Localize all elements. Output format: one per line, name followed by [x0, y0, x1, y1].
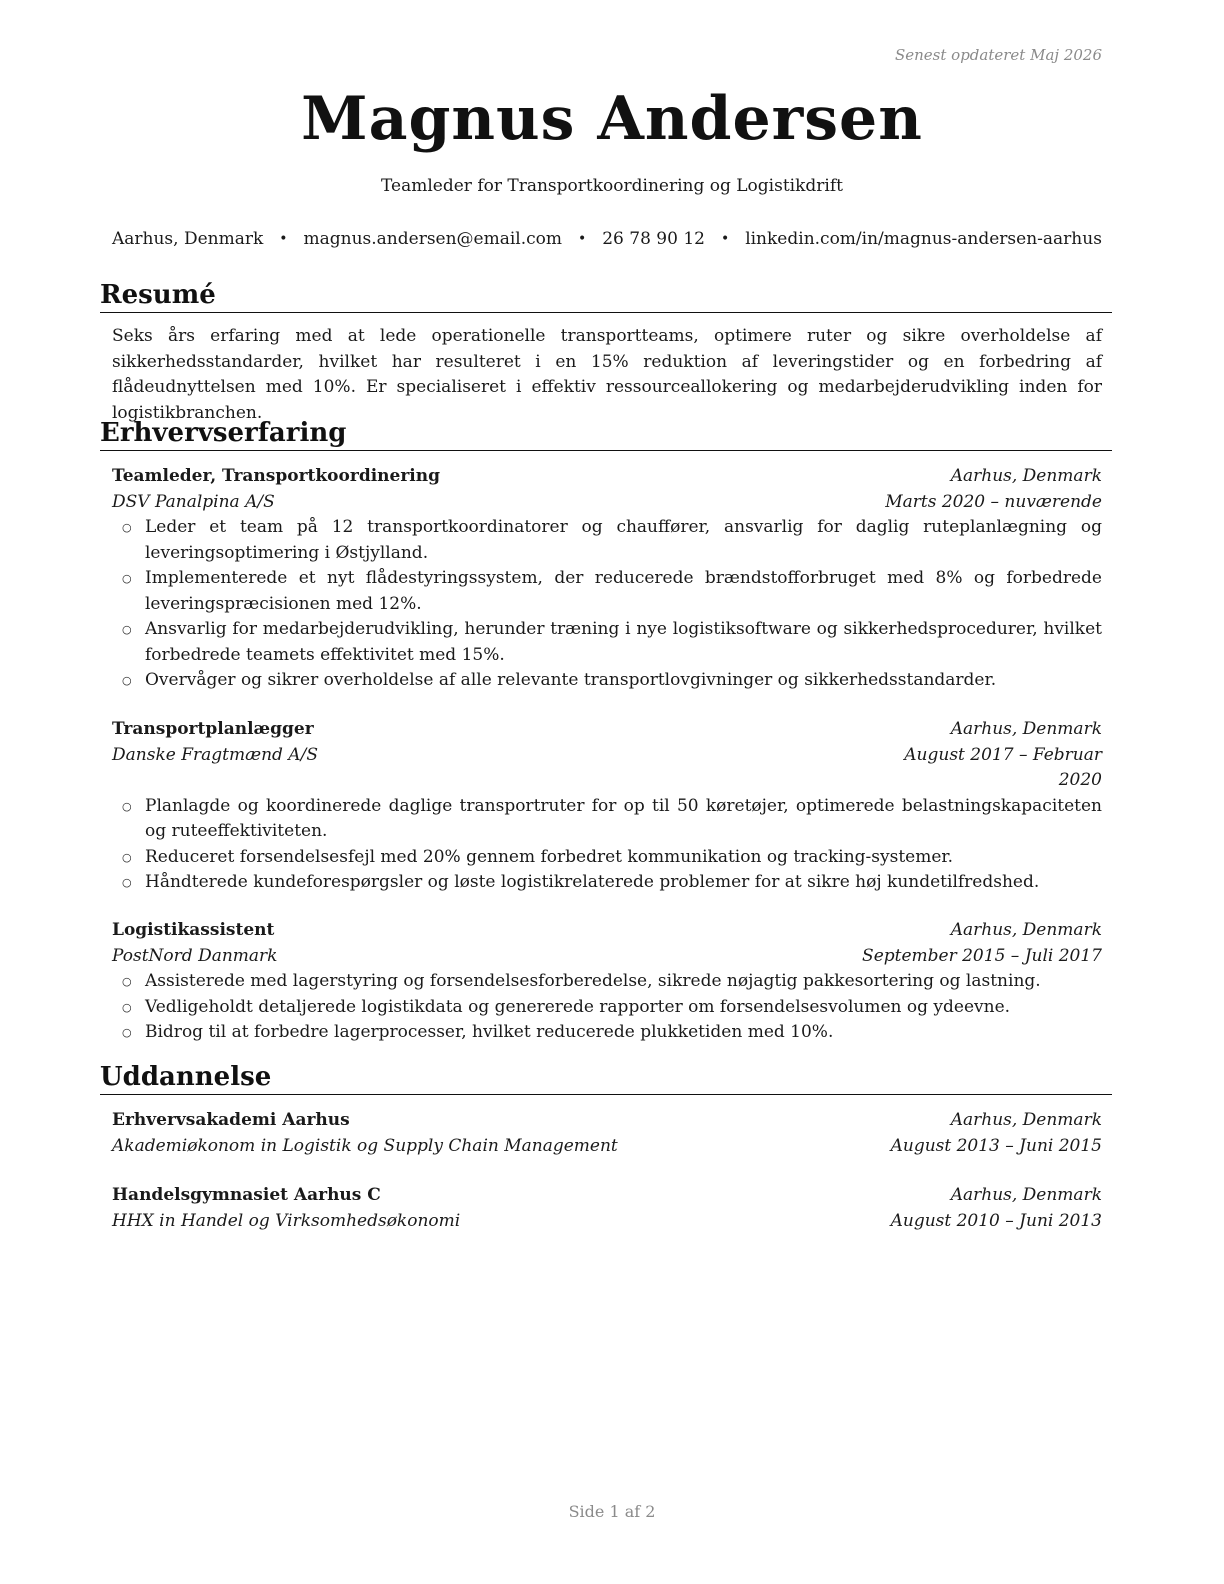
section-heading-experience: Erhvervserfaring — [100, 417, 1112, 451]
bullet-marker: ○ — [122, 623, 132, 636]
separator-bullet: • — [720, 231, 730, 247]
entry-subheader-row — [112, 743, 1102, 794]
bullet-marker: ○ — [122, 521, 132, 534]
list-item — [112, 566, 1102, 617]
bullet-text: Reduceret forsendelsesfejl med 20% gennem forbedret kommunikation og tracking-systemer. — [145, 846, 954, 867]
entry-subheader-row — [112, 944, 1102, 970]
job-title: Teamleder, Transportkoordinering — [112, 466, 440, 486]
entry-subheader-row — [112, 1134, 1102, 1160]
company-name: DSV Panalpina A/S — [112, 491, 275, 512]
bullet-text: Planlagde og koordinerede daglige transportruter for op til 50 køretøjer, optimerede belastningskapaciteten og ruteeffektiviteten. — [145, 795, 1102, 841]
candidate-headline: Teamleder for Transportkoordinering og Logistikdrift — [381, 176, 843, 196]
list-item — [112, 515, 1102, 566]
bullet-marker: ○ — [122, 674, 132, 687]
section-heading-education: Uddannelse — [100, 1061, 1112, 1095]
bullet-text: Håndterede kundeforespørgsler og løste logistikrelaterede problemer for at sikre høj kundetilfredshed. — [145, 872, 1040, 892]
bullet-text: Ansvarlig for medarbejderudvikling, herunder træning i nye logistiksoftware og sikkerhedsprocedurer, hvilket forbedrede teamets effektivitet med 15%. — [145, 619, 1102, 665]
school-name: Erhvervsakademi Aarhus — [112, 1110, 350, 1130]
entry-header-row — [112, 717, 1102, 743]
contact-location: Aarhus, Denmark — [112, 229, 264, 249]
bullet-text: Implementerede et nyt flådestyringssystem, der reducerede brændstofforbruget med 8% og forbedrede leveringspræcisionen med 12%. — [145, 568, 1102, 614]
bullet-marker: ○ — [122, 1026, 132, 1039]
contact-line — [112, 229, 1102, 249]
list-item — [112, 794, 1102, 845]
entry-subheader-row — [112, 1209, 1102, 1235]
list-item — [112, 617, 1102, 668]
bullet-marker: ○ — [122, 1000, 132, 1014]
job-dates: Marts 2020 – nuværende — [885, 491, 1102, 512]
education-entry — [112, 1108, 1102, 1159]
entry-header-row — [112, 464, 1102, 490]
last-updated-note: Senest opdateret Maj 2026 — [894, 46, 1102, 64]
bullet-marker: ○ — [122, 850, 132, 864]
list-item — [112, 845, 1102, 871]
job-location: Aarhus, Denmark — [950, 920, 1102, 940]
degree-name: HHX in Handel og Virksomhedsøkonomi — [112, 1210, 461, 1231]
entry-header-row — [112, 1108, 1102, 1134]
entry-header-row — [112, 1183, 1102, 1209]
school-location: Aarhus, Denmark — [950, 1110, 1102, 1130]
contact-phone: 26 78 90 12 — [602, 229, 705, 249]
entry-header-row — [112, 918, 1102, 944]
bullet-text: Bidrog til at forbedre lagerprocesser, hvilket reducerede plukketiden med 10%. — [145, 1022, 834, 1042]
bullet-text: Leder et team på 12 transportkoordinatorer og chauffører, ansvarlig for daglig ruteplanlægning og leveringsoptimering i Østjylland. — [145, 517, 1102, 563]
experience-entry — [112, 464, 1102, 694]
list-item — [112, 668, 1102, 694]
education-dates: August 2013 – Juni 2015 — [890, 1135, 1102, 1156]
school-location: Aarhus, Denmark — [950, 1185, 1102, 1205]
list-item — [112, 870, 1102, 896]
job-title: Transportplanlægger — [112, 719, 314, 739]
list-item — [112, 995, 1102, 1021]
list-item — [112, 969, 1102, 995]
entry-subheader-row — [112, 490, 1102, 516]
separator-bullet: • — [578, 231, 587, 247]
bullet-marker: ○ — [122, 975, 132, 988]
company-name: PostNord Danmark — [112, 945, 278, 966]
experience-entry — [112, 717, 1102, 896]
job-dates: September 2015 – Juli 2017 — [862, 945, 1102, 966]
achievement-list — [112, 515, 1102, 694]
bullet-text: Assisterede med lagerstyring og forsendelsesforberedelse, sikrede nøjagtig pakkesortering og lastning. — [145, 971, 1041, 991]
bullet-text: Overvåger og sikrer overholdelse af alle relevante transportlovgivninger og sikkerhedsstandarder. — [145, 670, 997, 690]
company-name: Danske Fragtmænd A/S — [112, 744, 318, 765]
job-dates: August 2017 – Februar 2020 — [904, 744, 1102, 790]
contact-email[interactable]: magnus.andersen@email.com — [303, 229, 563, 249]
summary-paragraph: Seks års erfaring med at lede operationelle transportteams, optimere ruter og sikre overholdelse af sikkerhedsstandarder, hvilket har resulteret i en 15% reduktion af leveringstider og en forbedring af flådeudnyttelsen med 10%. Er specialiseret i effektiv ressourceallokering og medarbejderudvikling inden for logistikbranchen. — [112, 326, 1102, 423]
candidate-name: Magnus Andersen — [301, 84, 923, 154]
experience-entry — [112, 918, 1102, 1046]
list-item — [112, 1020, 1102, 1046]
bullet-marker: ○ — [122, 799, 132, 813]
achievement-list — [112, 794, 1102, 896]
degree-name: Akademiøkonom in Logistik og Supply Chain Management — [112, 1135, 618, 1156]
separator-bullet: • — [279, 231, 288, 247]
bullet-text: Vedligeholdt detaljerede logistikdata og genererede rapporter om forsendelsesvolumen og ydeevne. — [145, 996, 1011, 1017]
job-location: Aarhus, Denmark — [950, 466, 1102, 486]
contact-linkedin[interactable]: linkedin.com/in/magnus-andersen-aarhus — [745, 229, 1102, 249]
achievement-list — [112, 969, 1102, 1046]
education-entry — [112, 1183, 1102, 1234]
page-number: Side 1 af 2 — [568, 1502, 656, 1521]
bullet-marker: ○ — [122, 876, 132, 889]
job-title: Logistikassistent — [112, 920, 275, 940]
bullet-marker: ○ — [122, 572, 132, 585]
section-heading-summary: Resumé — [100, 279, 1112, 313]
school-name: Handelsgymnasiet Aarhus C — [112, 1185, 381, 1205]
job-location: Aarhus, Denmark — [950, 719, 1102, 739]
education-dates: August 2010 – Juni 2013 — [890, 1210, 1102, 1231]
